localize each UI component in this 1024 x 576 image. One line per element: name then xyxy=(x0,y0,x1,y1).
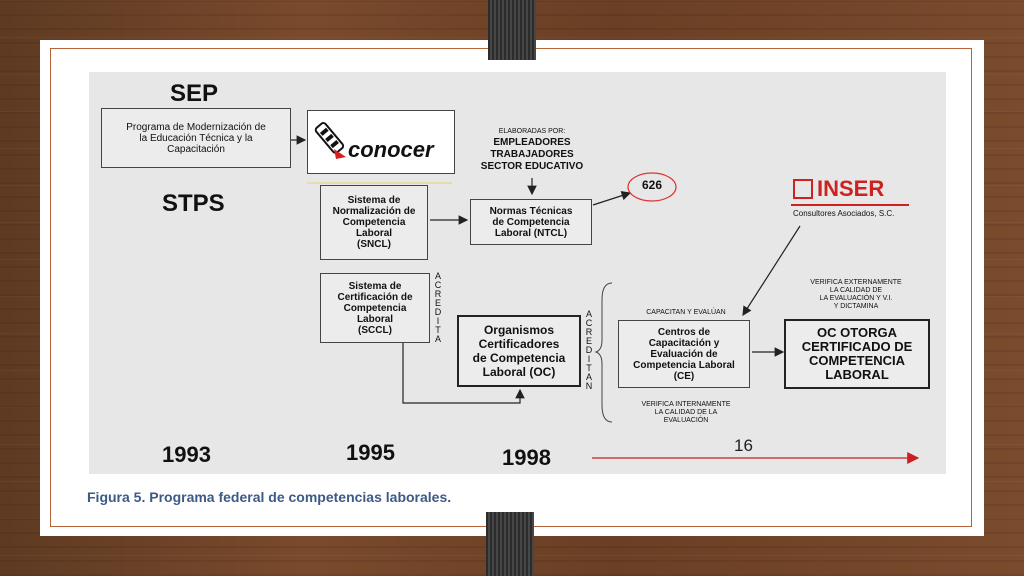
sncl-box: Sistema de Normalización de Competencia Laboral (SNCL) xyxy=(320,185,428,260)
conocer-logo-text: conocer xyxy=(348,137,434,162)
figure-caption: Figura 5. Programa federal de competencias laborales. xyxy=(87,489,452,505)
ntcl-box: Normas Técnicas de Competencia Laboral (NTCL) xyxy=(470,199,592,245)
capacitan-label: CAPACITAN Y EVALÚAN xyxy=(646,309,726,316)
sep-label: SEP xyxy=(170,80,219,107)
ce-box: Centros de Capacitación y Evaluación de Competencia Laboral (CE) xyxy=(618,320,750,388)
year-1995: 1995 xyxy=(346,440,395,465)
inser-emblem-icon xyxy=(793,179,813,199)
elaboradores-list: EMPLEADORES TRABAJADORES SECTOR EDUCATIVO xyxy=(480,137,584,172)
year-1998: 1998 xyxy=(502,445,551,470)
inser-logo xyxy=(791,177,909,223)
stps-label: STPS xyxy=(162,190,225,217)
elaboradas-por-label: ELABORADAS POR: xyxy=(498,128,566,135)
timeline-16: 16 xyxy=(734,436,753,455)
year-1993: 1993 xyxy=(162,442,211,467)
inser-subtitle: Consultores Asociados, S.C. xyxy=(793,209,895,218)
sccl-box: Sistema de Certificación de Competencia Laboral (SCCL) xyxy=(320,273,430,343)
brace-acreditan xyxy=(596,283,612,422)
conocer-emblem-icon xyxy=(312,119,352,163)
verifica-externamente-label: VERIFICA EXTERNAMENTE LA CALIDAD DE LA EVALUACIÓN Y V.I. Y DICTAMINA xyxy=(810,279,902,310)
programa-box: Programa de Modernización de la Educación Técnica y la Capacitación xyxy=(101,108,291,168)
conocer-logo xyxy=(307,110,455,174)
arrow-ntcl-626 xyxy=(593,193,630,205)
oc-otorga-box: OC OTORGA CERTIFICADO DE COMPETENCIA LABORAL xyxy=(784,319,930,389)
acredita-label: A C R E D I T A xyxy=(434,271,442,344)
inser-logo-text: INSER xyxy=(817,176,885,201)
acreditan-label: A C R E D I T A N xyxy=(585,309,593,391)
count-626: 626 xyxy=(641,178,663,192)
oc-box: Organismos Certificadores de Competencia Laboral (OC) xyxy=(457,315,581,387)
verifica-internamente-label: VERIFICA INTERNAMENTE LA CALIDAD DE LA EVALUACIÓN xyxy=(641,401,731,424)
